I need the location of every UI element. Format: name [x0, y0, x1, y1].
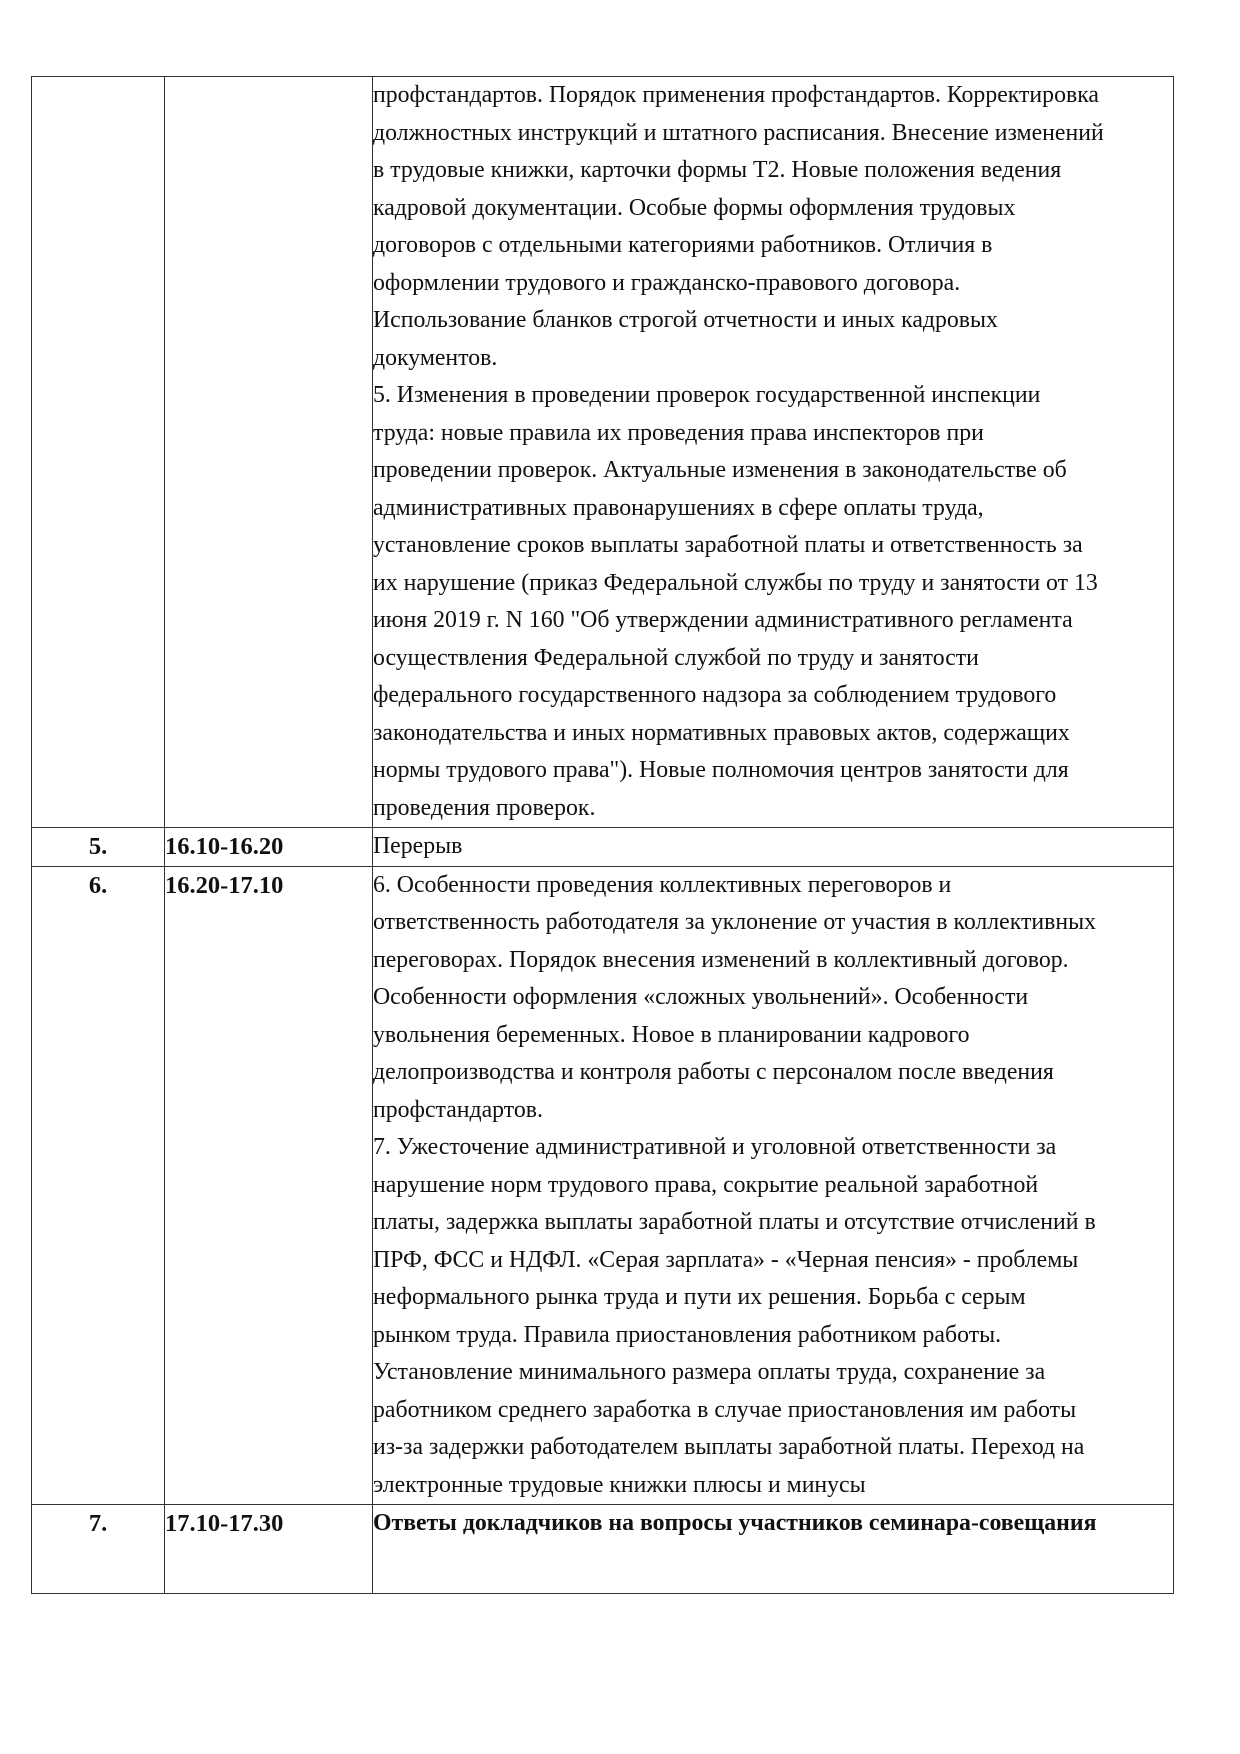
item-number-cell: 5.	[32, 828, 165, 867]
topic-line: профстандартов.	[373, 1096, 543, 1123]
topic-line: федерального государственного надзора за соблюдением трудового	[373, 682, 1057, 708]
topic-line: электронные трудовые книжки плюсы и минусы	[373, 1471, 866, 1498]
item-number-cell: 6.	[32, 866, 165, 1505]
table-row	[32, 1505, 1174, 1594]
topic-line: платы, задержка выплаты заработной платы и отсутствие отчислений в	[373, 1209, 1096, 1235]
time-cell	[165, 77, 373, 828]
topic-cell	[373, 866, 1174, 1505]
topic-line: должностных инструкций и штатного расписания. Внесение изменений	[373, 119, 1104, 146]
time-cell: 16.20-17.10	[165, 866, 373, 1505]
time-cell: 16.10-16.20	[165, 828, 373, 867]
topic-cell	[373, 77, 1174, 828]
topic-line: проведении проверок. Актуальные изменения в законодательстве об	[373, 457, 1067, 483]
topic-line: 6. Особенности проведения коллективных переговоров и	[373, 871, 952, 898]
item-number-cell: 7.	[32, 1505, 165, 1594]
topic-line: Перерыв	[373, 833, 463, 859]
topic-line: неформального рынка труда и пути их решения. Борьба с серым	[373, 1284, 1026, 1310]
topic-cell	[373, 828, 1174, 867]
topic-line: договоров с отдельными категориями работников. Отличия в	[373, 232, 993, 258]
topic-line: законодательства и иных нормативных правовых актов, содержащих	[373, 719, 1070, 746]
topic-line: труда: новые правила их проведения права инспекторов при	[373, 419, 984, 446]
topic-line: рынком труда. Правила приостановления работником работы.	[373, 1321, 1002, 1348]
topic-line: кадровой документации. Особые формы оформления трудовых	[373, 194, 1016, 221]
topic-line: Установление минимального размера оплаты труда, сохранение за	[373, 1359, 1046, 1385]
topic-line: в трудовые книжки, карточки формы Т2. Новые положения ведения	[373, 157, 1062, 183]
topic-line: нормы трудового права"). Новые полномочия центров занятости для	[373, 757, 1069, 783]
topic-line: июня 2019 г. N 160 "Об утверждении административного регламента	[373, 607, 1073, 633]
topic-line: из-за задержки работодателем выплаты заработной платы. Переход на	[373, 1434, 1085, 1460]
topic-line: ответственность работодателя за уклонение от участия в коллективных	[373, 909, 1096, 935]
time-cell: 17.10-17.30	[165, 1505, 373, 1594]
topic-line: увольнения беременных. Новое в планировании кадрового	[373, 1021, 970, 1048]
topic-line: Ответы докладчиков на вопросы участников семинара-совещания	[373, 1510, 1097, 1536]
topic-line: проведения проверок.	[373, 794, 596, 821]
topic-line: документов.	[373, 344, 498, 371]
topic-line: Особенности оформления «сложных увольнений». Особенности	[373, 984, 1029, 1010]
table-row	[32, 77, 1174, 828]
topic-line: установление сроков выплаты заработной платы и ответственность за	[373, 532, 1083, 558]
topic-cell	[373, 1505, 1174, 1594]
topic-line: их нарушение (приказ Федеральной службы по труду и занятости от 13	[373, 569, 1098, 596]
topic-line: переговорах. Порядок внесения изменений в коллективный договор.	[373, 946, 1069, 973]
item-number-cell	[32, 77, 165, 828]
topic-line: осуществления Федеральной службой по труду и занятости	[373, 644, 979, 671]
topic-line: Использование бланков строгой отчетности и иных кадровых	[373, 307, 998, 333]
topic-line: профстандартов. Порядок применения профстандартов. Корректировка	[373, 82, 1099, 108]
topic-line: 7. Ужесточение административной и уголовной ответственности за	[373, 1134, 1057, 1160]
table-row	[32, 828, 1174, 867]
topic-line: ПРФ, ФСС и НДФЛ. «Серая зарплата» - «Черная пенсия» - проблемы	[373, 1246, 1079, 1273]
topic-line: административных правонарушениях в сфере оплаты труда,	[373, 494, 984, 521]
table-row	[32, 866, 1174, 1505]
topic-line: работником среднего заработка в случае приостановления им работы	[373, 1396, 1077, 1423]
topic-line: нарушение норм трудового права, сокрытие реальной заработной	[373, 1171, 1039, 1198]
agenda-table	[31, 76, 1174, 1594]
topic-line: 5. Изменения в проведении проверок государственной инспекции	[373, 382, 1041, 408]
topic-line: делопроизводства и контроля работы с персоналом после введения	[373, 1059, 1054, 1085]
topic-line: оформлении трудового и гражданско-правового договора.	[373, 269, 961, 296]
